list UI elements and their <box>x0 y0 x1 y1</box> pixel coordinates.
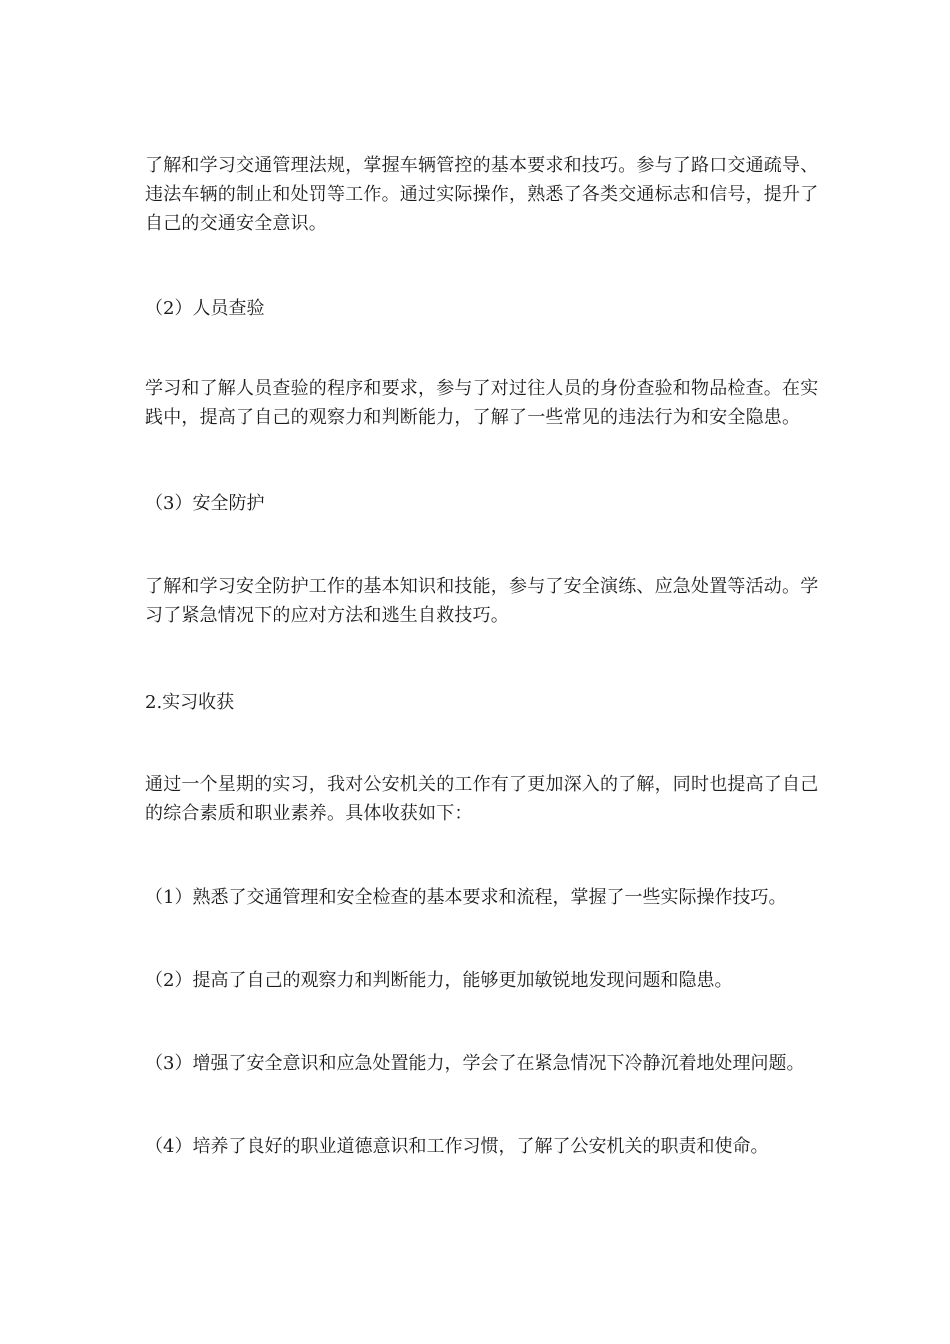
document-page <box>145 0 819 1344</box>
gain-item-2: （2）提高了自己的观察力和判断能力，能够更加敏锐地发现问题和隐患。 <box>145 970 733 991</box>
paragraph-safety-protection <box>145 572 819 630</box>
paragraph-line: 践中，提高了自己的观察力和判断能力，了解了一些常见的违法行为和安全隐患。 <box>145 407 801 428</box>
paragraph-line: 习了紧急情况下的应对方法和逃生自救技巧。 <box>145 605 509 626</box>
paragraph-line: 学习和了解人员查验的程序和要求，参与了对过往人员的身份查验和物品检查。在实 <box>145 378 819 399</box>
paragraph-line: 通过一个星期的实习，我对公安机关的工作有了更加深入的了解，同时也提高了自己 <box>145 774 819 795</box>
section-heading-safety-protection: （3）安全防护 <box>145 493 265 514</box>
paragraph-line: 了解和学习交通管理法规，掌握车辆管控的基本要求和技巧。参与了路口交通疏导、 <box>145 155 819 176</box>
section-heading-internship-gains: 2.实习收获 <box>145 692 235 713</box>
gain-item-4: （4）培养了良好的职业道德意识和工作习惯，了解了公安机关的职责和使命。 <box>145 1136 769 1157</box>
paragraph-line: 违法车辆的制止和处罚等工作。通过实际操作，熟悉了各类交通标志和信号，提升了 <box>145 184 819 205</box>
gain-item-1: （1）熟悉了交通管理和安全检查的基本要求和流程，掌握了一些实际操作技巧。 <box>145 887 787 908</box>
paragraph-line: 了解和学习安全防护工作的基本知识和技能，参与了安全演练、应急处置等活动。学 <box>145 576 819 597</box>
gain-item-3: （3）增强了安全意识和应急处置能力，学会了在紧急情况下冷静沉着地处理问题。 <box>145 1053 805 1074</box>
paragraph-traffic-management <box>145 151 819 238</box>
paragraph-personnel-inspection <box>145 374 819 432</box>
section-heading-personnel-inspection: （2）人员查验 <box>145 298 265 319</box>
paragraph-line: 的综合素质和职业素养。具体收获如下： <box>145 803 473 824</box>
paragraph-gains-intro <box>145 770 819 828</box>
paragraph-line: 自己的交通安全意识。 <box>145 213 327 234</box>
